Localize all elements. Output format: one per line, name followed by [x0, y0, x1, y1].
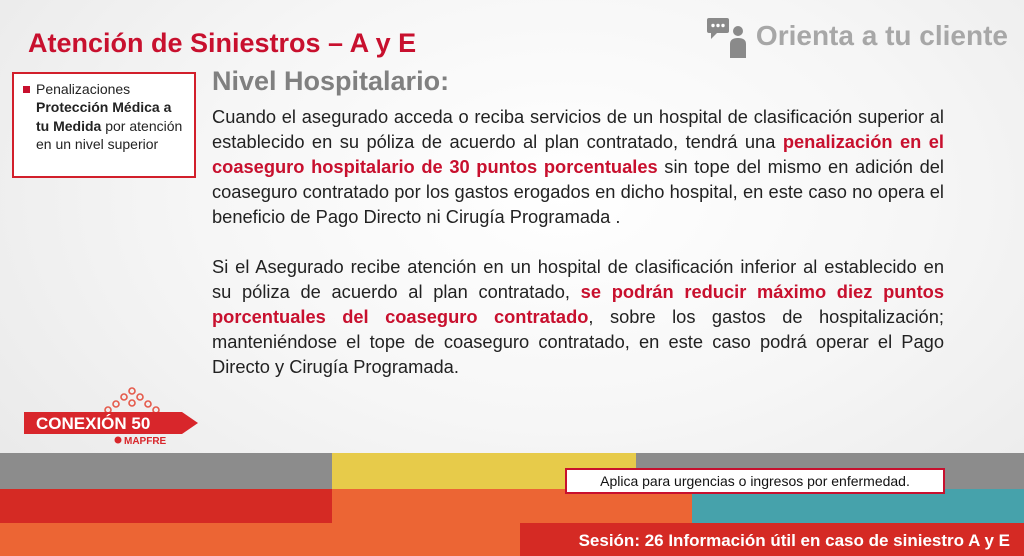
p2-highlight: se podrán reducir máximo diez puntos porcentuales del coaseguro contratado [212, 281, 944, 327]
logo-name: CONEXIÓN 50 [36, 414, 151, 433]
sidebar-rest-text: por atención en un nivel superior [36, 117, 183, 153]
p1-text-before: Cuando el asegurado acceda o reciba servicios de un hospital de clasificación superior al establecido en su póliza de acuerdo al plan contratado, tendrá una [212, 106, 944, 152]
brand-header [706, 16, 1008, 56]
footer-session: Sesión: 26 Información útil en caso de siniestro A y E [578, 531, 1010, 550]
sidebar-note [12, 72, 196, 178]
conexion-50-logo [22, 386, 200, 446]
sidebar-bold-text: Protección Médica a tu Medida [36, 99, 172, 134]
brand-text: Orienta a tu cliente [755, 20, 1008, 51]
p2-text-after: , sobre los gastos de hospitalización; manteniéndose el tope de coaseguro contratado, en este caso podrá operar el Pago Directo y Cirugía Programada. [212, 306, 944, 377]
p2-text-before: Si el Asegurado recibe atención en un hospital de clasificación inferior al establecido en su póliza de acuerdo al plan contratado, [212, 256, 944, 302]
bullet-square-icon [23, 86, 30, 93]
logo-sub: MAPFRE [124, 436, 167, 446]
paragraph-superior [212, 104, 944, 229]
section-heading: Nivel Hospitalario: [212, 66, 450, 96]
band-teal [692, 489, 1024, 523]
sidebar-bullet-item [36, 80, 188, 154]
paragraph-inferior [212, 254, 944, 379]
main-content [212, 104, 944, 379]
sidebar-line1: Penalizaciones [36, 81, 131, 97]
band-orange-mid [332, 489, 692, 523]
p1-text-after: sin tope del mismo en adición del coaseguro contratado por los gastos erogados en dicho hospital, en este caso no opera el beneficio de Pago Directo ni Cirugía Programada . [212, 156, 944, 227]
note-box: Aplica para urgencias o ingresos por enfermedad. [565, 468, 945, 494]
band-red-left [0, 489, 332, 523]
p1-highlight: penalización en el coaseguro hospitalario de 30 puntos porcentuales [212, 131, 945, 177]
band-gray [0, 453, 332, 489]
customer-chat-icon [706, 14, 750, 58]
page-title: Atención de Siniestros – A y E [28, 28, 417, 58]
band-orange-bottom [0, 523, 520, 556]
